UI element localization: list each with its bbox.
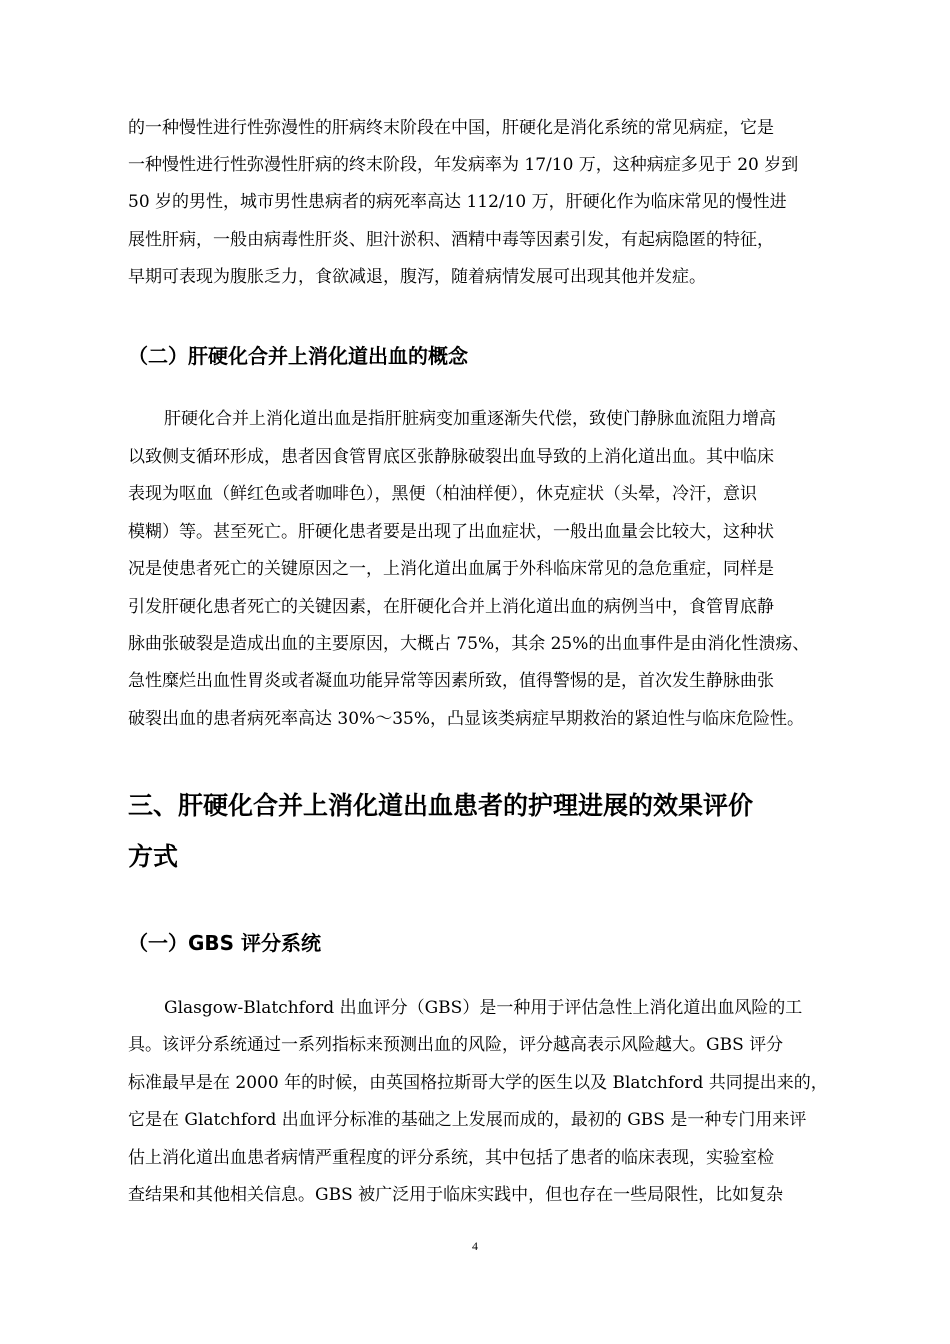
paragraph-line: 肝硬化合并上消化道出血是指肝脏病变加重逐渐失代偿，致使门静脉血流阻力增高 (164, 409, 776, 429)
paragraph-line: 况是使患者死亡的关键原因之一，上消化道出血属于外科临床常见的急危重症，同样是 (128, 559, 774, 579)
paragraph-line: 急性糜烂出血性胃炎或者凝血功能异常等因素所致，值得警惕的是，首次发生静脉曲张 (128, 671, 774, 691)
paragraph-line: 以致侧支循环形成，患者因食管胃底区张静脉破裂出血导致的上消化道出血。其中临床 (128, 447, 774, 467)
paragraph-line: 一种慢性进行性弥漫性肝病的终末阶段，年发病率为 17/10 万，这种病症多见于 20 岁到 (128, 155, 799, 175)
page-number: 4 (472, 1239, 478, 1253)
paragraph-line: 标准最早是在 2000 年的时候，由英国格拉斯哥大学的医生以及 Blatchford 共同提出来的， (128, 1073, 828, 1093)
paragraph-line: 模糊）等。甚至死亡。肝硬化患者要是出现了出血症状，一般出血量会比较大，这种状 (128, 522, 774, 542)
section-subheading: （一）GBS 评分系统 (128, 931, 322, 955)
paragraph-line: 脉曲张破裂是造成出血的主要原因，大概占 75%，其余 25%的出血事件是由消化性溃疡、 (128, 634, 810, 654)
paragraph-line: 引发肝硬化患者死亡的关键因素，在肝硬化合并上消化道出血的病例当中，食管胃底静 (128, 597, 774, 617)
paragraph-line: 50 岁的男性，城市男性患病者的病死率高达 112/10 万，肝硬化作为临床常见的慢性进 (128, 192, 787, 212)
paragraph-line: 它是在 Glatchford 出血评分标准的基础之上发展而成的，最初的 GBS 是一种专门用来评 (128, 1110, 807, 1130)
section-heading: 三、肝硬化合并上消化道出血患者的护理进展的效果评价 (128, 791, 754, 820)
paragraph-line: 展性肝病，一般由病毒性肝炎、胆汁淤积、酒精中毒等因素引发，有起病隐匿的特征， (128, 230, 774, 250)
paragraph-line: 破裂出血的患者病死率高达 30%～35%，凸显该类病症早期救治的紧迫性与临床危险性。 (128, 709, 804, 729)
paragraph-line: 早期可表现为腹胀乏力，食欲减退，腹泻，随着病情发展可出现其他并发症。 (128, 267, 706, 287)
paragraph-line: 查结果和其他相关信息。GBS 被广泛用于临床实践中，但也存在一些局限性，比如复杂 (128, 1185, 784, 1205)
paragraph-line: 估上消化道出血患者病情严重程度的评分系统，其中包括了患者的临床表现，实验室检 (128, 1148, 774, 1168)
section-subheading: （二）肝硬化合并上消化道出血的概念 (128, 344, 468, 368)
paragraph-line: 表现为呕血（鲜红色或者咖啡色），黑便（柏油样便），休克症状（头晕，冷汗，意识 (128, 484, 757, 504)
paragraph-line: Glasgow-Blatchford 出血评分（GBS）是一种用于评估急性上消化道出血风险的工 (164, 998, 803, 1018)
paragraph-line: 具。该评分系统通过一系列指标来预测出血的风险，评分越高表示风险越大。GBS 评分 (128, 1035, 784, 1055)
section-heading: 方式 (128, 842, 179, 871)
paragraph-line: 的一种慢性进行性弥漫性的肝病终末阶段在中国，肝硬化是消化系统的常见病症，它是 (128, 118, 774, 138)
